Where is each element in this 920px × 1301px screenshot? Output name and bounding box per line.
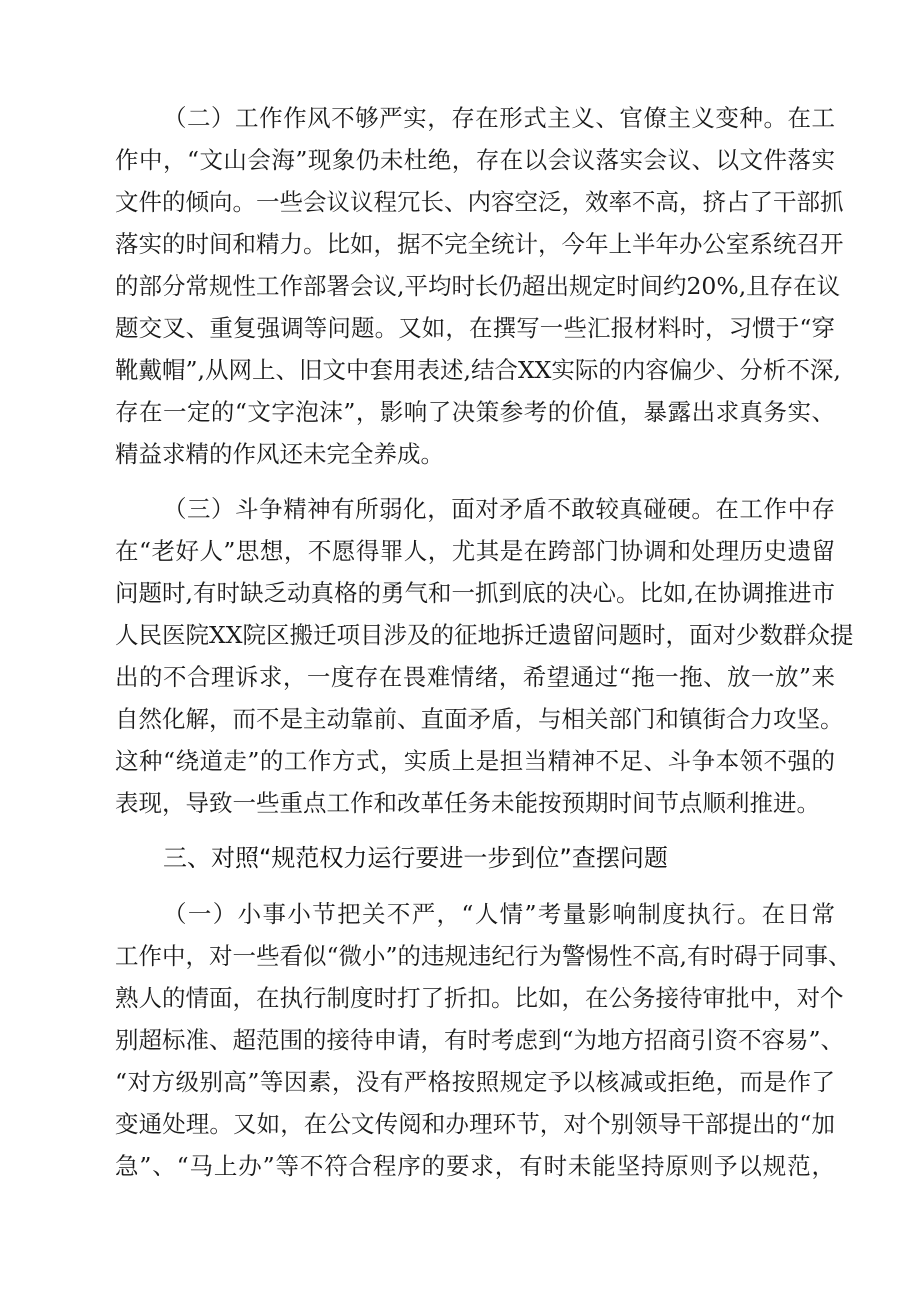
text-line: 表现，导致一些重点工作和改革任务未能按预期时间节点顺利推进。	[115, 789, 820, 817]
text-line: 出的不合理诉求，一度存在畏难情绪，希望通过“拖一拖、放一放”来	[115, 663, 835, 691]
text-line: （三）斗争精神有所弱化，面对矛盾不敢较真碰硬。在工作中存	[163, 495, 835, 523]
text-line: 的部分常规性工作部署会议,平均时长仍超出规定时间约20%,且存在议	[115, 272, 841, 300]
text-line: 题交叉、重复强调等问题。又如，在撰写一些汇报材料时，习惯于“穿	[115, 314, 835, 342]
text-line: 熟人的情面，在执行制度时打了折扣。比如，在公务接待审批中，对个	[115, 984, 844, 1012]
text-line: 文件的倾向。一些会议议程冗长、内容空泛，效率不高，挤占了干部抓	[115, 188, 844, 216]
text-line: 问题时,有时缺乏动真格的勇气和一抓到底的决心。比如,在协调推进市	[115, 579, 835, 607]
section-heading: 三、对照“规范权力运行要进一步到位”查摆问题	[163, 844, 668, 872]
text-line: 存在一定的“文字泡沫”，影响了决策参考的价值，暴露出求真务实、	[115, 398, 835, 426]
text-line: 落实的时间和精力。比如，据不完全统计，今年上半年办公室系统召开	[115, 230, 844, 258]
text-line: 在“老好人”思想，不愿得罪人，尤其是在跨部门协调和处理历史遗留	[115, 537, 835, 565]
text-line: 变通处理。又如，在公文传阅和办理环节，对个别领导干部提出的“加	[115, 1110, 835, 1138]
text-line: 这种“绕道走”的工作方式，实质上是担当精神不足、斗争本领不强的	[115, 747, 835, 775]
text-line: 作中，“文山会海”现象仍未杜绝，存在以会议落实会议、以文件落实	[115, 146, 835, 174]
text-line: （一）小事小节把关不严，“人情”考量影响制度执行。在日常	[163, 900, 835, 928]
text-line: （二）工作作风不够严实，存在形式主义、官僚主义变种。在工	[163, 104, 835, 132]
text-line: 急”、“马上办”等不符合程序的要求，有时未能坚持原则予以规范，	[115, 1152, 835, 1180]
text-line: 精益求精的作风还未完全养成。	[115, 440, 444, 468]
text-line: 自然化解，而不是主动靠前、直面矛盾，与相关部门和镇街合力攻坚。	[115, 705, 844, 733]
text-line: 别超标准、超范围的接待申请，有时考虑到“为地方招商引资不容易”、	[115, 1026, 845, 1054]
text-line: 工作中，对一些看似“微小”的违规违纪行为警惕性不高,有时碍于同事、	[115, 942, 852, 970]
text-line: “对方级别高”等因素，没有严格按照规定予以核减或拒绝，而是作了	[115, 1068, 835, 1096]
text-line: 人民医院XX院区搬迁项目涉及的征地拆迁遗留问题时，面对少数群众提	[115, 621, 854, 649]
text-line: 靴戴帽”,从网上、旧文中套用表述,结合XX实际的内容偏少、分析不深,	[115, 356, 841, 384]
